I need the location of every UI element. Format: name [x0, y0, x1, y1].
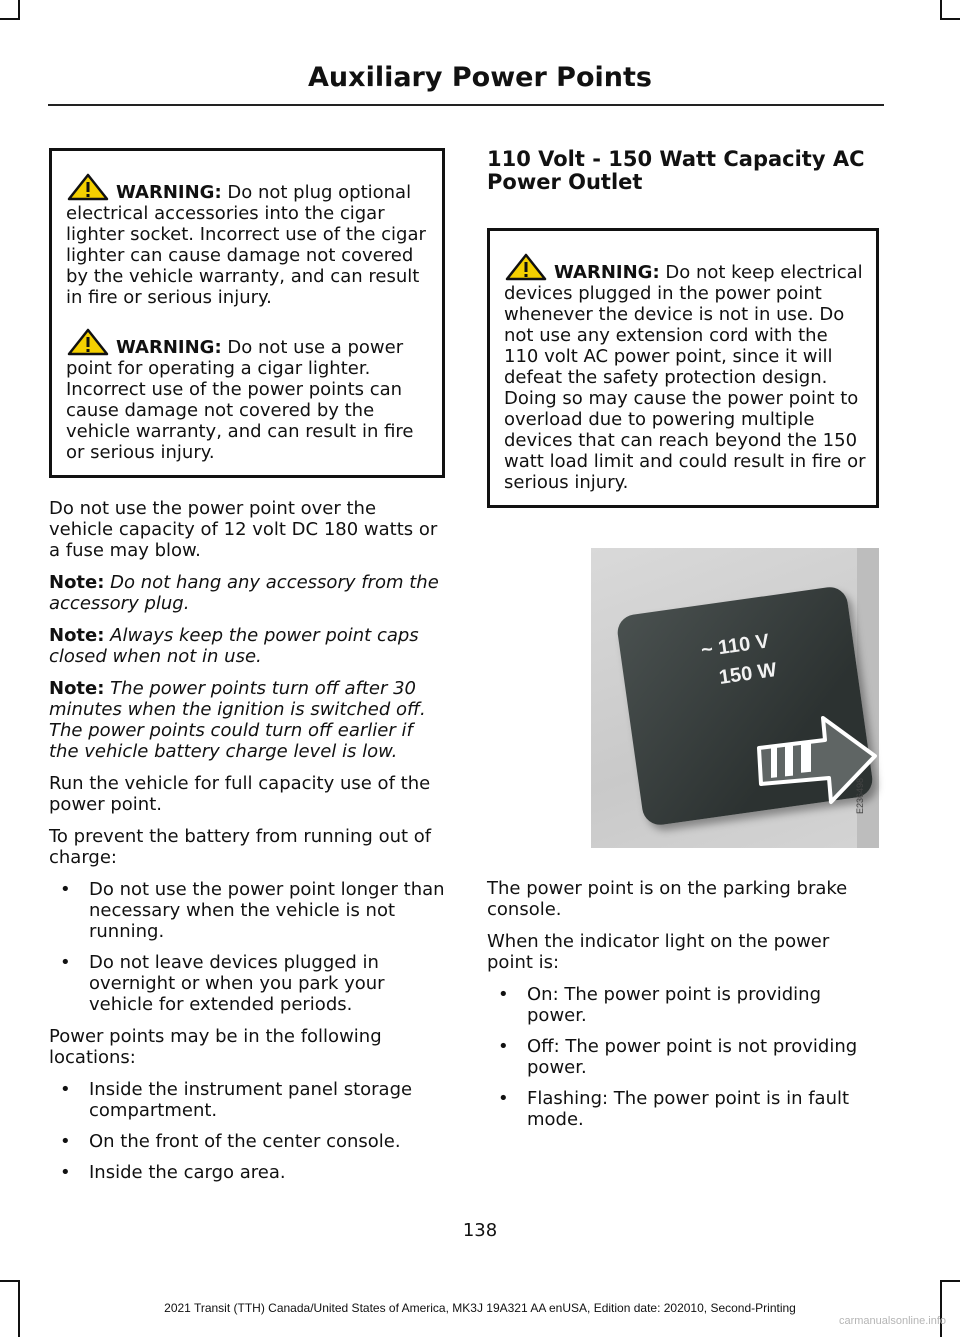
note-label: Note: [49, 625, 105, 646]
title-rule [48, 104, 884, 106]
figure-voltage-label: ~ 110 V [699, 630, 771, 662]
warning-box [487, 228, 879, 508]
section-heading: 110 Volt - 150 Watt Capacity AC Power Outlet [487, 147, 865, 194]
crop-mark-top-right-v [940, 0, 942, 20]
warning-2 [66, 328, 432, 463]
bullet-list [49, 879, 445, 1015]
warning-label: WARNING: [554, 262, 660, 283]
note [49, 572, 445, 614]
note-text: Always keep the power point caps closed when not in use. [49, 625, 419, 667]
page-number: 138 [462, 1220, 498, 1241]
warning-triangle-icon [66, 328, 110, 356]
crop-mark-top-right-h [940, 18, 960, 20]
list-item: • On: The power point is providing power. [487, 984, 879, 1026]
figure-wattage-label: 150 W [717, 659, 778, 689]
crop-mark-top-left-h [0, 18, 20, 20]
crop-mark-bottom-right-h [940, 1280, 960, 1282]
warning-text: Do not keep electrical devices plugged in the power point whenever the device is not in use. Do not use any extension cord with the 110 volt AC power point, since it will defeat the safety protection design. Doing so may cause the power point to overload due to powering multiple devices that can reach beyond the 150 watt load limit and could result in fire or serious injury. [504, 262, 866, 493]
warning-text: Do not use a power point for operating a cigar lighter. Incorrect use of the power points can cause damage not covered by the vehicle warranty, and can result in fire or serious injury. [66, 337, 414, 463]
warning-triangle-icon [504, 253, 548, 281]
paragraph: When the indicator light on the power point is: [487, 931, 830, 973]
list-item: • Off: The power point is not providing power. [487, 1036, 879, 1078]
note-text: The power points turn off after 30 minutes when the ignition is switched off. The power points could turn off earlier if the vehicle battery charge level is low. [49, 678, 426, 762]
warning-label: WARNING: [116, 337, 222, 358]
left-column [49, 148, 445, 1194]
warning-box [49, 148, 445, 478]
warning-3 [504, 253, 866, 493]
warning-text: Do not plug optional electrical accessories into the cigar lighter socket. Incorrect use of the cigar lighter can cause damage not covered by the vehicle warranty, and can result in fire or serious injury. [66, 182, 426, 308]
bullet-list [49, 1079, 445, 1183]
note [49, 625, 445, 667]
crop-mark-bottom-left-h [0, 1280, 20, 1282]
page-title: Auxiliary Power Points [308, 62, 652, 93]
paragraph: Do not use the power point over the vehicle capacity of 12 volt DC 180 watts or a fuse may blow. [49, 498, 438, 561]
note-label: Note: [49, 678, 105, 699]
footer: 2021 Transit (TTH) Canada/United States of America, MK3J 19A321 AA enUSA, Edition date: 202010, Second-Printing [164, 1301, 796, 1315]
paragraph: The power point is on the parking brake console. [487, 878, 848, 920]
list-item: • Inside the cargo area. [49, 1162, 445, 1183]
note-label: Note: [49, 572, 105, 593]
right-column [487, 148, 879, 1141]
list-item: • Inside the instrument panel storage compartment. [49, 1079, 445, 1121]
crop-mark-top-left-v [18, 0, 20, 20]
watermark[interactable]: carmanualsonline.info [838, 1315, 946, 1327]
list-item: • Do not leave devices plugged in overnight or when you park your vehicle for extended periods. [49, 952, 445, 1015]
figure-code: E236498 [855, 777, 865, 814]
note-text: Do not hang any accessory from the accessory plug. [49, 572, 439, 614]
warning-triangle-icon [66, 173, 110, 201]
list-item: • Flashing: The power point is in fault mode. [487, 1088, 879, 1130]
bullet-list [487, 984, 879, 1130]
warning-1 [66, 173, 432, 308]
warning-label: WARNING: [116, 182, 222, 203]
paragraph: To prevent the battery from running out of charge: [49, 826, 432, 868]
paragraph: Power points may be in the following locations: [49, 1026, 382, 1068]
paragraph: Run the vehicle for full capacity use of the power point. [49, 773, 431, 815]
power-outlet-figure [591, 548, 879, 848]
list-item: • On the front of the center console. [49, 1131, 445, 1152]
note [49, 678, 445, 762]
list-item: • Do not use the power point longer than necessary when the vehicle is not running. [49, 879, 445, 942]
